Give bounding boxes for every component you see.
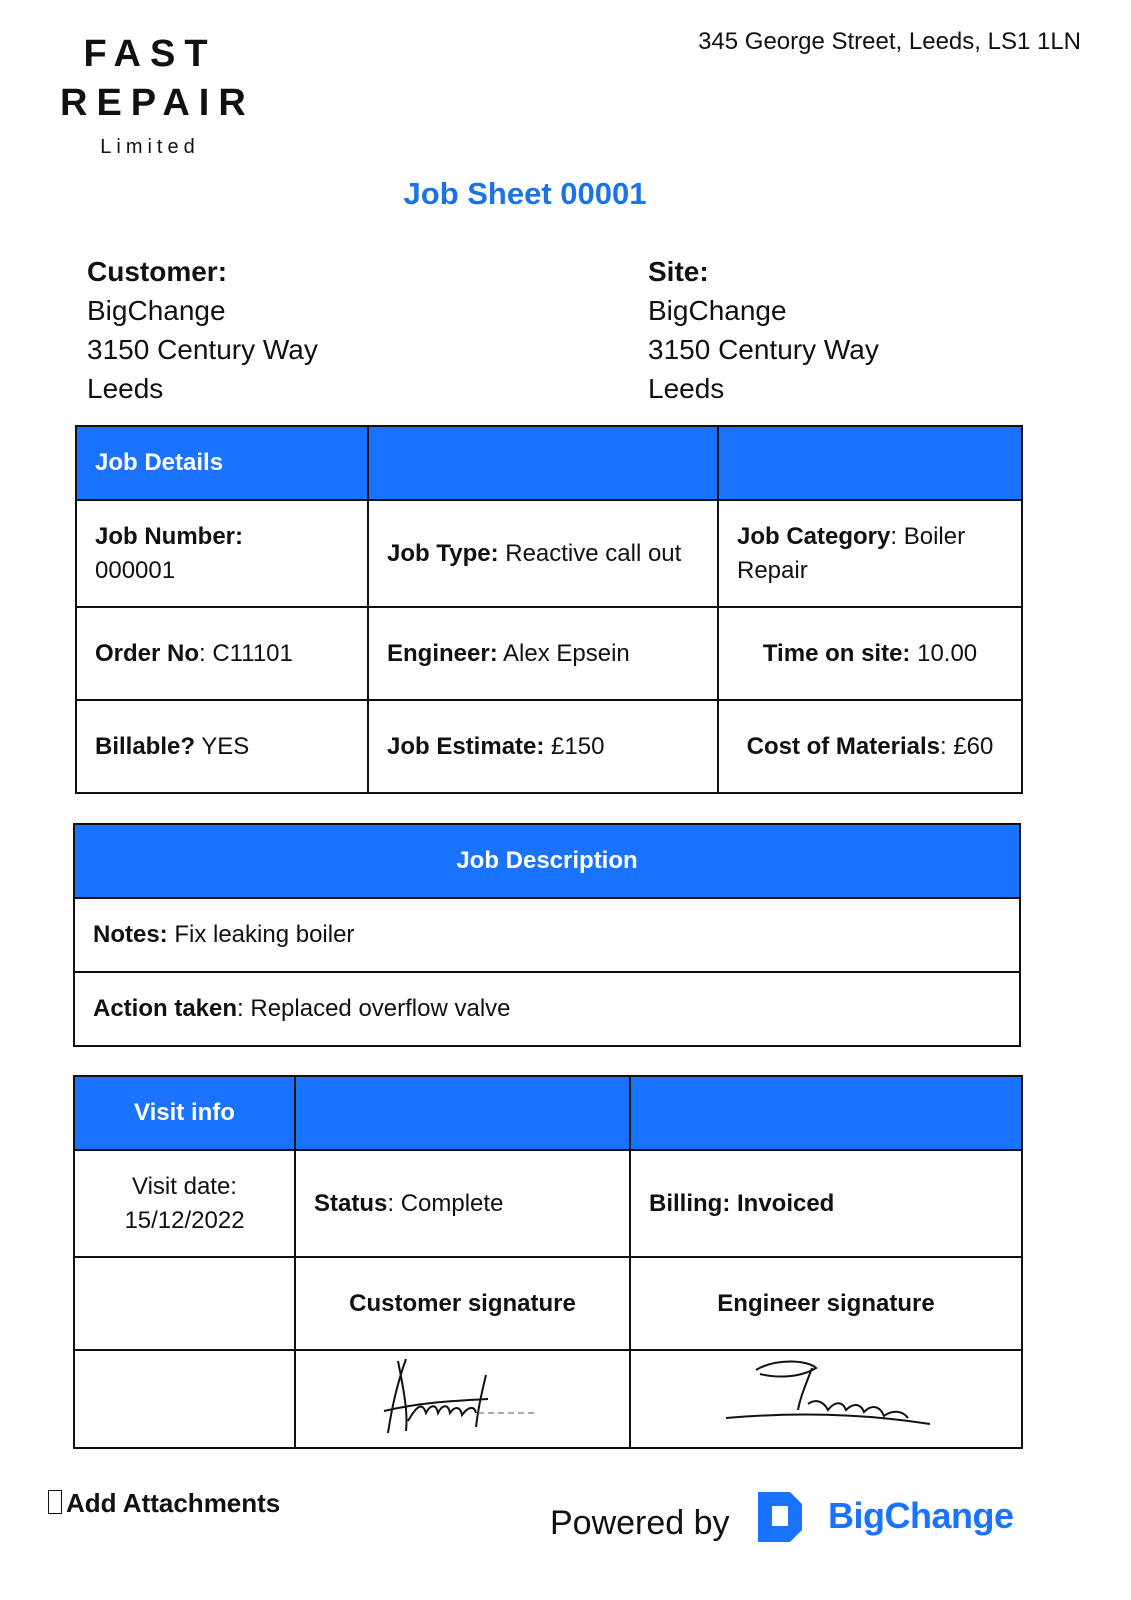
- customer-signature-label: Customer signature: [295, 1257, 630, 1350]
- visit-date-value: 15/12/2022: [124, 1206, 245, 1234]
- attachment-icon: [48, 1490, 62, 1514]
- job-details-table: [75, 425, 1023, 794]
- billable-cell: [76, 700, 368, 793]
- job-details-header-blank: [718, 426, 1022, 500]
- blank-cell: [74, 1350, 295, 1448]
- notes-value: Fix leaking boiler: [167, 921, 355, 948]
- cost-of-materials-label: Cost of Materials: [746, 732, 940, 760]
- site-label: Site:: [648, 256, 709, 287]
- add-attachments-button[interactable]: [48, 1488, 280, 1519]
- order-no-cell: [76, 607, 368, 700]
- bigchange-logo-icon: [752, 1486, 810, 1549]
- add-attachments-label: Add Attachments: [66, 1488, 281, 1518]
- job-description-table: [73, 823, 1021, 1047]
- job-description-header: Job Description: [74, 824, 1020, 898]
- customer-signature-image: [378, 1351, 548, 1437]
- logo-line-3: Limited: [100, 136, 200, 158]
- billing-cell: Billing: Invoiced: [630, 1150, 1022, 1257]
- billable-value: YES: [195, 732, 250, 760]
- job-estimate-value: £150: [544, 732, 605, 760]
- job-details-header-blank: [368, 426, 718, 500]
- visit-date-cell: [74, 1150, 295, 1257]
- site-city: Leeds: [648, 373, 725, 404]
- customer-signature-cell: [295, 1350, 630, 1448]
- time-on-site-label: Time on site:: [762, 639, 911, 667]
- engineer-value: Alex Epsein: [497, 639, 630, 667]
- site-block: [648, 252, 879, 408]
- action-taken-label: Action taken: [93, 995, 238, 1022]
- bigchange-brand: BigChange: [828, 1495, 1014, 1536]
- job-category-value: : Boiler Repair: [737, 522, 966, 584]
- visit-info-table: [73, 1075, 1023, 1449]
- customer-name: BigChange: [87, 295, 226, 326]
- site-name: BigChange: [648, 295, 787, 326]
- logo-line-1: FAST: [83, 33, 217, 75]
- order-no-label: Order No: [95, 639, 200, 667]
- status-value: : Complete: [387, 1189, 504, 1217]
- job-estimate-label: Job Estimate:: [387, 732, 545, 760]
- action-taken-cell: [74, 972, 1020, 1046]
- page-title: Job Sheet 00001: [403, 176, 647, 211]
- job-type-label: Job Type:: [387, 539, 499, 567]
- engineer-label: Engineer:: [387, 639, 498, 667]
- customer-label: Customer:: [87, 256, 228, 287]
- engineer-cell: [368, 607, 718, 700]
- action-taken-value: : Replaced overflow valve: [237, 995, 511, 1022]
- time-on-site-cell: [718, 607, 1022, 700]
- job-number-label: Job Number:: [95, 522, 244, 550]
- job-type-cell: [368, 500, 718, 607]
- notes-cell: [74, 898, 1020, 972]
- visit-info-header: Visit info: [74, 1076, 295, 1150]
- customer-block: [87, 252, 318, 408]
- engineer-signature-cell: [630, 1350, 1022, 1448]
- order-no-value: : C11101: [199, 639, 293, 667]
- cost-of-materials-cell: [718, 700, 1022, 793]
- customer-city: Leeds: [87, 373, 164, 404]
- visit-info-header-blank: [295, 1076, 630, 1150]
- time-on-site-value: 10.00: [910, 639, 978, 667]
- job-category-cell: [718, 500, 1022, 607]
- engineer-signature-label: Engineer signature: [630, 1257, 1022, 1350]
- status-label: Status: [314, 1189, 388, 1217]
- status-cell: [295, 1150, 630, 1257]
- blank-cell: [74, 1257, 295, 1350]
- site-street: 3150 Century Way: [648, 334, 879, 365]
- logo-line-2: REPAIR: [60, 82, 255, 124]
- billable-label: Billable?: [95, 732, 196, 760]
- cost-of-materials-value: : £60: [939, 732, 994, 760]
- job-estimate-cell: [368, 700, 718, 793]
- engineer-signature-image: [716, 1354, 936, 1434]
- customer-street: 3150 Century Way: [87, 334, 318, 365]
- visit-info-header-blank: [630, 1076, 1022, 1150]
- powered-by-text: Powered by: [550, 1504, 730, 1542]
- job-number-value: 000001: [95, 556, 176, 584]
- notes-label: Notes:: [93, 921, 168, 948]
- job-type-value: Reactive call out: [498, 539, 682, 567]
- job-number-cell: [76, 500, 368, 607]
- visit-date-label: Visit date:: [132, 1172, 237, 1200]
- job-category-label: Job Category: [737, 522, 891, 550]
- company-logo: [60, 30, 255, 159]
- job-details-header: Job Details: [76, 426, 368, 500]
- company-address: 345 George Street, Leeds, LS1 1LN: [698, 28, 1081, 55]
